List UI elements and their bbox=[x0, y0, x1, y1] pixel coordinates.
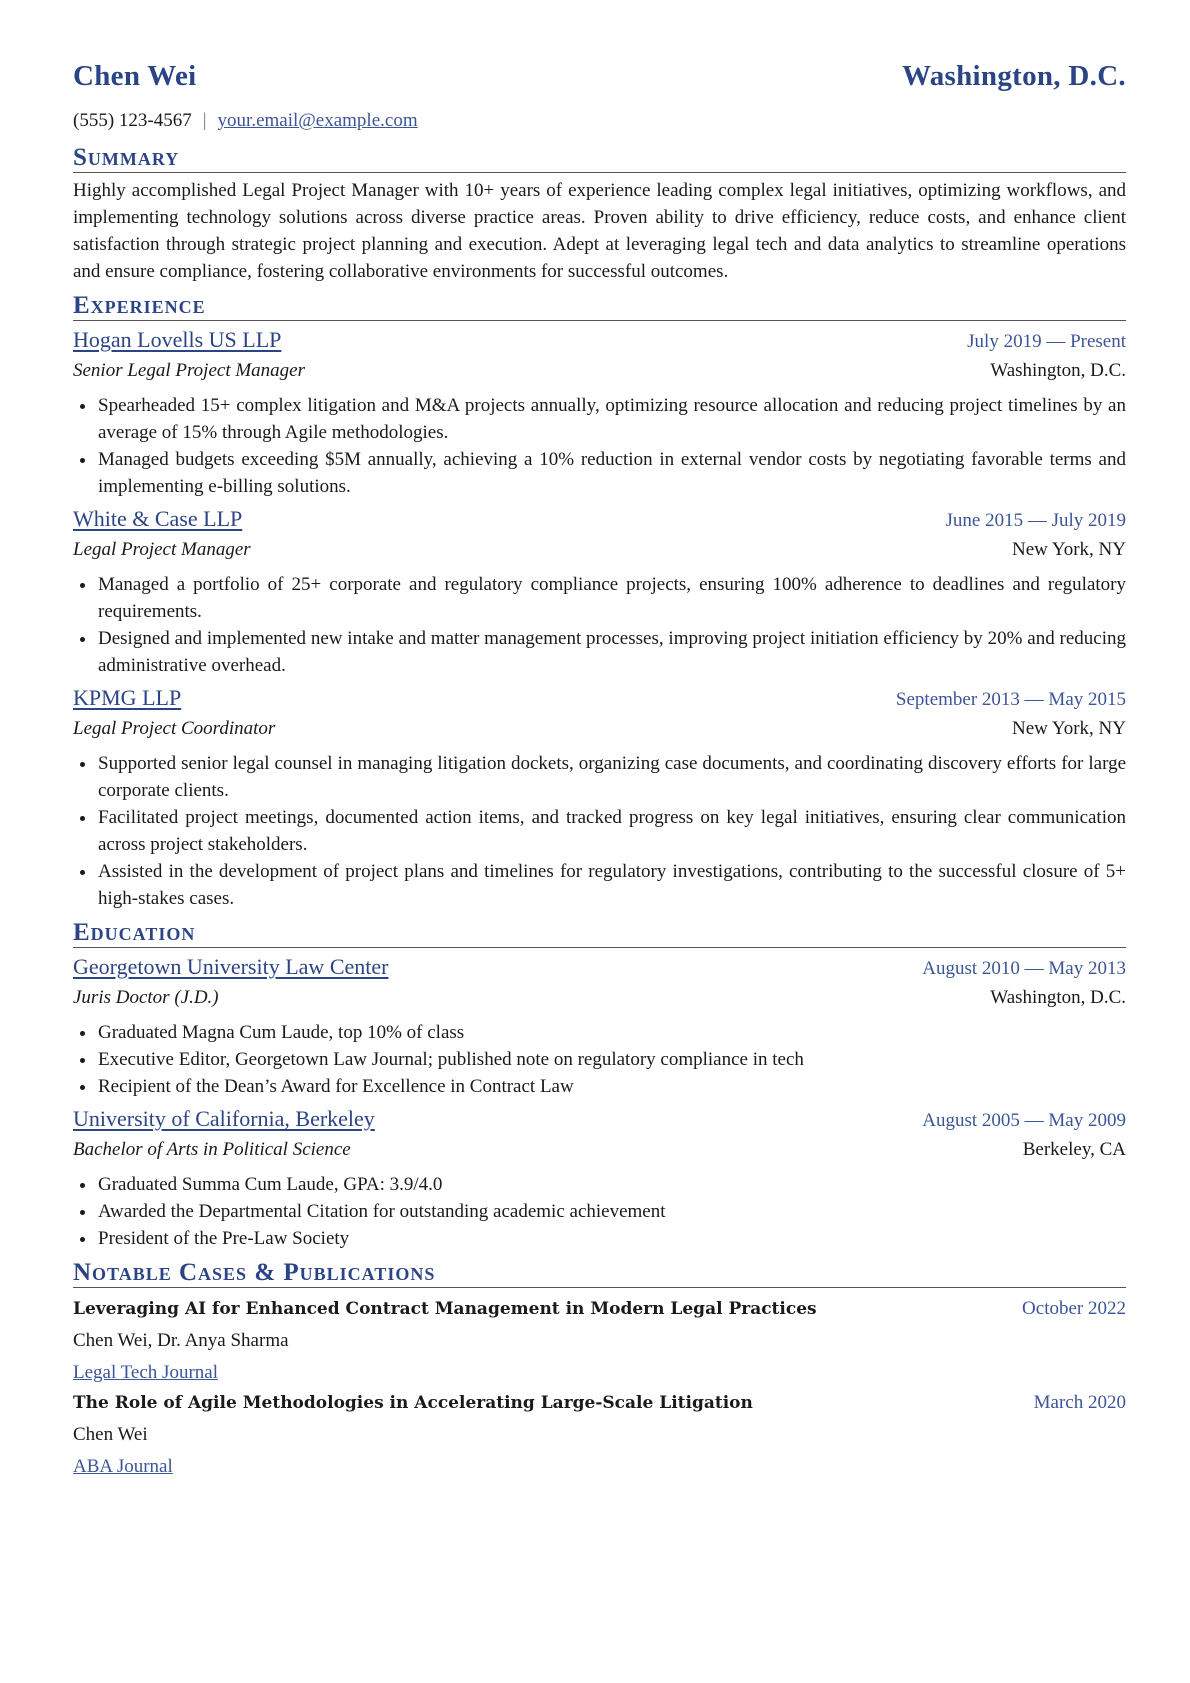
header-location: Washington, D.C. bbox=[902, 60, 1126, 92]
bullet-item: President of the Pre-Law Society bbox=[73, 1225, 1126, 1252]
job-location: New York, NY bbox=[1011, 539, 1126, 560]
publication-entry bbox=[73, 1388, 1126, 1482]
bullet-item: Assisted in the development of project plans and timelines for regulatory investigations, contributing to the successful closure of 5+ high-stakes cases. bbox=[73, 858, 1126, 912]
employer-link[interactable]: White & Case LLP bbox=[73, 506, 243, 531]
job-title: Legal Project Manager bbox=[73, 539, 251, 560]
honors-list bbox=[73, 1171, 1126, 1252]
education-section bbox=[73, 919, 1126, 1252]
bullet-item: Awarded the Departmental Citation for outstanding academic achievement bbox=[73, 1198, 1126, 1225]
experience-entry bbox=[73, 504, 1126, 679]
school-location: Berkeley, CA bbox=[1022, 1139, 1126, 1160]
school-location: Washington, D.C. bbox=[990, 987, 1126, 1008]
publication-date: October 2022 bbox=[1022, 1298, 1126, 1319]
section-heading-summary: Summary bbox=[73, 144, 1126, 173]
bullet-item: Recipient of the Dean’s Award for Excellence in Contract Law bbox=[73, 1073, 1126, 1100]
job-location: New York, NY bbox=[1011, 718, 1126, 739]
email-link[interactable]: your.email@example.com bbox=[217, 110, 418, 131]
publication-venue-link[interactable]: ABA Journal bbox=[73, 1456, 173, 1477]
publication-venue-link[interactable]: Legal Tech Journal bbox=[73, 1362, 218, 1383]
contact-separator: | bbox=[202, 110, 207, 131]
bullet-item: Graduated Summa Cum Laude, GPA: 3.9/4.0 bbox=[73, 1171, 1126, 1198]
employer-link[interactable]: Hogan Lovells US LLP bbox=[73, 327, 282, 352]
bullet-item: Executive Editor, Georgetown Law Journal; published note on regulatory compliance in tech bbox=[73, 1046, 1126, 1073]
bullet-item: Facilitated project meetings, documented action items, and tracked progress on key legal initiatives, ensuring clear communication across project stakeholders. bbox=[73, 804, 1126, 858]
achievement-list bbox=[73, 750, 1126, 912]
publications-section bbox=[73, 1259, 1126, 1482]
bullet-item: Managed budgets exceeding $5M annually, achieving a 10% reduction in external vendor costs by negotiating favorable terms and implementing e-billing solutions. bbox=[73, 446, 1126, 500]
degree-name: Juris Doctor (J.D.) bbox=[73, 987, 219, 1008]
summary-section bbox=[73, 144, 1126, 285]
employment-dates: July 2019 — Present bbox=[967, 331, 1126, 352]
education-dates: August 2005 — May 2009 bbox=[922, 1110, 1126, 1131]
bullet-item: Spearheaded 15+ complex litigation and M&A projects annually, optimizing resource allocation and reducing project timelines by an average of 15% through Agile methodologies. bbox=[73, 392, 1126, 446]
employment-dates: June 2015 — July 2019 bbox=[945, 510, 1126, 531]
degree-name: Bachelor of Arts in Political Science bbox=[73, 1139, 351, 1160]
job-title: Senior Legal Project Manager bbox=[73, 360, 306, 381]
achievement-list bbox=[73, 392, 1126, 500]
school-link[interactable]: University of California, Berkeley bbox=[73, 1106, 375, 1131]
phone-number: (555) 123-4567 bbox=[73, 110, 192, 131]
section-heading-publications: Notable Cases & Publications bbox=[73, 1259, 1126, 1288]
publication-title: Leveraging AI for Enhanced Contract Management in Modern Legal Practices bbox=[73, 1299, 817, 1319]
bullet-item: Supported senior legal counsel in managing litigation dockets, organizing case documents, and coordinating discovery efforts for large corporate clients. bbox=[73, 750, 1126, 804]
honors-list bbox=[73, 1019, 1126, 1100]
resume-page bbox=[73, 60, 1126, 1482]
publication-entry bbox=[73, 1294, 1126, 1388]
education-entry bbox=[73, 1104, 1126, 1252]
contact-line bbox=[73, 106, 1126, 136]
employment-dates: September 2013 — May 2015 bbox=[895, 689, 1126, 710]
resume-header bbox=[73, 60, 1126, 104]
job-location: Washington, D.C. bbox=[990, 360, 1126, 381]
publication-authors: Chen Wei, Dr. Anya Sharma bbox=[73, 1330, 289, 1351]
experience-section bbox=[73, 292, 1126, 912]
bullet-item: Designed and implemented new intake and matter management processes, improving project initiation efficiency by 20% and reducing administrative overhead. bbox=[73, 625, 1126, 679]
experience-entry bbox=[73, 325, 1126, 500]
publication-title: The Role of Agile Methodologies in Accelerating Large-Scale Litigation bbox=[73, 1393, 753, 1413]
education-dates: August 2010 — May 2013 bbox=[922, 958, 1126, 979]
summary-text: Highly accomplished Legal Project Manager with 10+ years of experience leading complex legal initiatives, optimizing workflows, and implementing technology solutions across diverse practice areas. Proven ability to drive efficiency, reduce costs, and enhance client satisfaction through strategic project planning and execution. Adept at leveraging legal tech and data analytics to streamline operations and ensure compliance, fostering collaborative environments for successful outcomes. bbox=[73, 180, 1126, 282]
education-entry bbox=[73, 952, 1126, 1100]
candidate-name: Chen Wei bbox=[73, 60, 197, 92]
experience-entry bbox=[73, 683, 1126, 912]
bullet-item: Managed a portfolio of 25+ corporate and regulatory compliance projects, ensuring 100% adherence to deadlines and regulatory requirements. bbox=[73, 571, 1126, 625]
school-link[interactable]: Georgetown University Law Center bbox=[73, 954, 389, 979]
publication-date: March 2020 bbox=[1033, 1392, 1126, 1413]
publication-authors: Chen Wei bbox=[73, 1424, 148, 1445]
bullet-item: Graduated Magna Cum Laude, top 10% of class bbox=[73, 1019, 1126, 1046]
section-heading-experience: Experience bbox=[73, 292, 1126, 321]
section-heading-education: Education bbox=[73, 919, 1126, 948]
job-title: Legal Project Coordinator bbox=[73, 718, 276, 739]
achievement-list bbox=[73, 571, 1126, 679]
employer-link[interactable]: KPMG LLP bbox=[73, 685, 182, 710]
